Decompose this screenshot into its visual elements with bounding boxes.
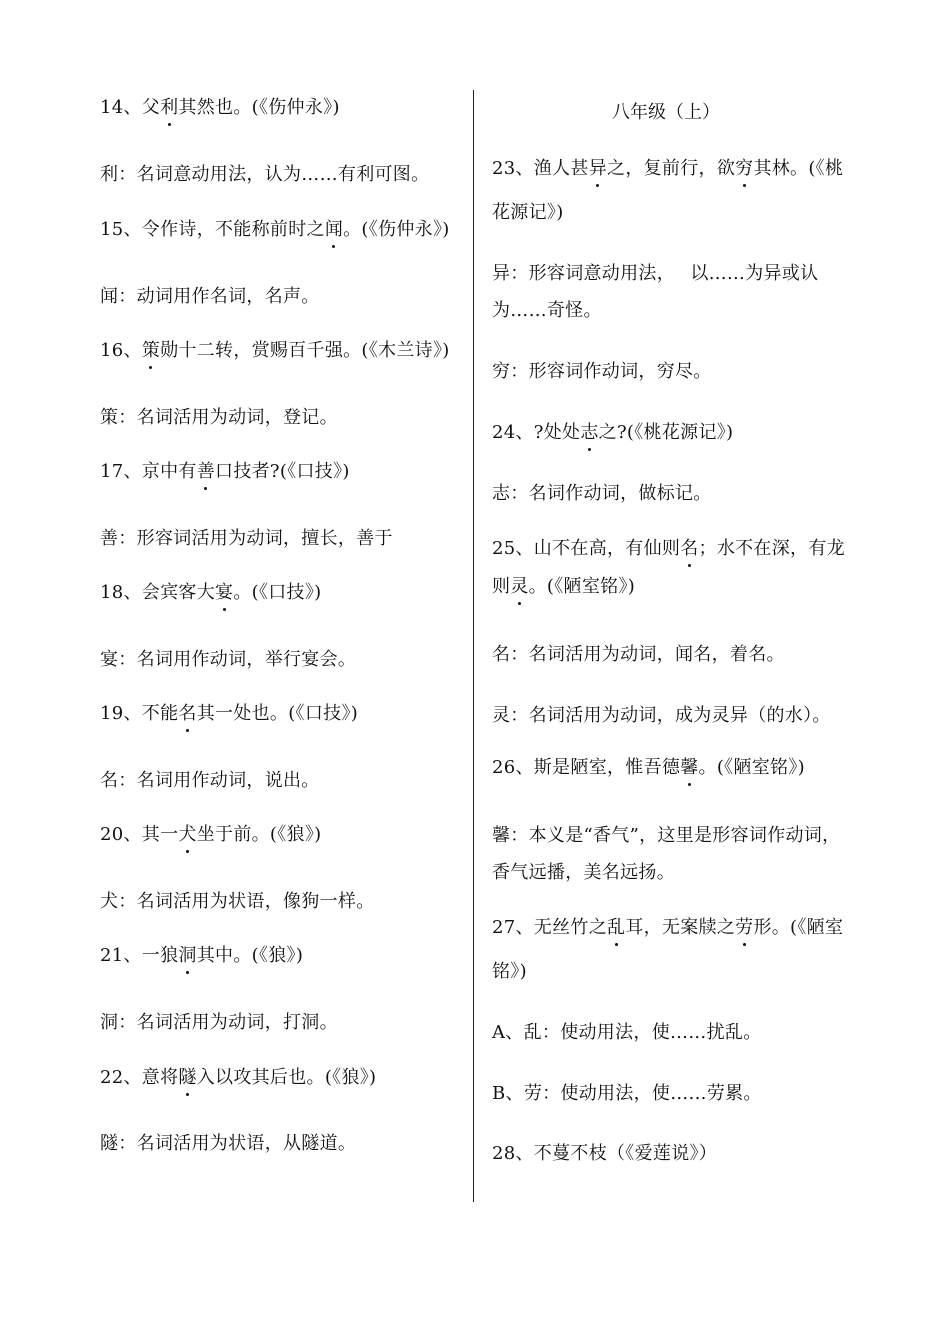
text-line: 23、渔人甚异之，复前行，欲穷其林。(《桃 (492, 158, 844, 179)
text-line: 名：名词用作动词，说出。 (100, 770, 320, 791)
text-line: 洞：名词活用为动词，打洞。 (100, 1012, 338, 1033)
text-line: 异：形容词意动用法， 以……为异或认 (492, 263, 819, 284)
text-line: 24、?处处志之?(《桃花源记》) (492, 422, 734, 443)
text-line: 18、会宾客大宴。(《口技》) (100, 582, 322, 603)
text-line: 犬：名词活用为状语，像狗一样。 (100, 891, 375, 912)
text-line: 为……奇怪。 (492, 300, 602, 321)
text-line: 隧：名词活用为状语，从隧道。 (100, 1133, 357, 1154)
text-line: 22、意将隧入以攻其后也。(《狼》) (100, 1067, 377, 1088)
text-line: 铭》) (492, 961, 527, 982)
text-line: 16、策勋十二转，赏赐百千强。(《木兰诗》) (100, 340, 450, 361)
text-line: 15、令作诗，不能称前时之闻。(《伤仲永》) (100, 219, 450, 240)
text-line: B、劳：使动用法，使……劳累。 (492, 1083, 762, 1104)
text-line: 25、山不在高，有仙则名；水不在深，有龙 (492, 538, 845, 559)
text-line: 20、其一犬坐于前。(《狼》) (100, 824, 322, 845)
grade-heading: 八年级（上） (612, 102, 720, 123)
column-divider (473, 90, 474, 1202)
text-line: 则灵。(《陋室铭》) (492, 576, 636, 597)
text-line: 善：形容词活用为动词，擅长，善于 (100, 528, 393, 549)
text-line: 花源记》) (492, 202, 564, 223)
text-line: 26、斯是陋室，惟吾德馨。(《陋室铭》) (492, 757, 805, 778)
text-line: 名：名词活用为动词，闻名，着名。 (492, 644, 785, 665)
text-line: 闻：动词用作名词，名声。 (100, 286, 320, 307)
text-line: 19、不能名其一处也。(《口技》) (100, 703, 359, 724)
text-line: 灵：名词活用为动词，成为灵异（的水）。 (492, 705, 831, 726)
text-line: 利：名词意动用法，认为……有利可图。 (100, 164, 430, 185)
text-line: 27、无丝竹之乱耳，无案牍之劳形。(《陋室 (492, 917, 844, 938)
text-line: 21、一狼洞其中。(《狼》) (100, 945, 304, 966)
text-line: 馨：本义是“香气”，这里是形容词作动词， (492, 825, 841, 846)
text-line: 宴：名词用作动词，举行宴会。 (100, 649, 357, 670)
text-line: 17、京中有善口技者?(《口技》) (100, 461, 350, 482)
text-line: 穷：形容词作动词，穷尽。 (492, 361, 712, 382)
text-line: A、乱：使动用法，使……扰乱。 (492, 1022, 762, 1043)
text-line: 志：名词作动词，做标记。 (492, 483, 712, 504)
text-line: 28、不蔓不枝（《爱莲说》） (492, 1143, 718, 1164)
text-line: 香气远播，美名远扬。 (492, 862, 675, 883)
text-line: 14、父利其然也。(《伤仲永》) (100, 97, 340, 118)
text-line: 策：名词活用为动词，登记。 (100, 407, 338, 428)
